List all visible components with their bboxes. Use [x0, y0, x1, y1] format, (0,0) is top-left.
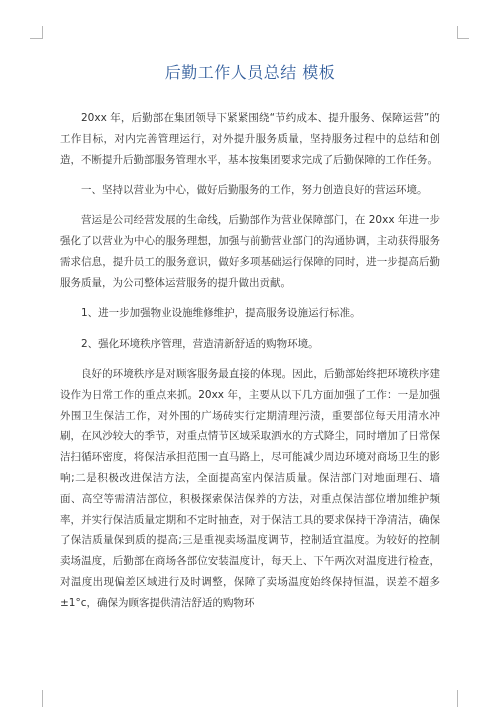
document-body	[60, 108, 440, 614]
list-item-2: 2、强化环境秩序管理，营造清新舒适的购物环境。	[81, 337, 319, 350]
crop-mark-top-right-horizontal	[457, 38, 469, 39]
list-item-1: 1、进一步加强物业设施维修维护，提高服务设施运行标准。	[81, 307, 361, 320]
paragraph-intro: 20xx 年，后勤部在集团领导下紧紧围绕“节约成本、提升服务、保障运营”的工作目标，对内完善管理运行，对外提升服务质量，坚持服务过程中的总结和创造，不断提升后勤部服务管理水平，基本按集团要求完成了后勤保障的工作任务。	[60, 112, 440, 166]
section-heading-1: 一、坚持以营业为中心，做好后勤服务的工作，努力创造良好的营运环境。	[81, 183, 428, 196]
crop-mark-bottom-right	[457, 690, 458, 707]
crop-mark-top-left-horizontal	[30, 38, 42, 39]
document-title: 后勤工作人员总结 模板	[164, 63, 336, 82]
crop-mark-bottom-left	[42, 690, 43, 707]
paragraph-operations: 营运是公司经营发展的生命线，后勤部作为营业保障部门，在 20xx 年进一步强化了以营业为中心的服务理想，加强与前勤营业部门的沟通协调，主动获得服务需求信息，提升员工的服务意识，做好多项基础运行保障的同时，进一步提高后勤服务质量，为公司整体运营服务的提升做出贡献。	[60, 214, 440, 289]
crop-mark-top-right-vertical	[457, 26, 458, 39]
crop-mark-top-left-vertical	[42, 26, 43, 39]
paragraph-environment: 良好的环境秩序是对顾客服务最直接的体现。因此，后勤部始终把环境秩序建设作为日常工作的重点来抓。20xx 年，主要从以下几方面加强了工作：一是加强外围卫生保洁工作，对外围的广场砖实行定期清理污渍，重要部位每天用清水冲刷，在风沙较大的季节，对重点情节区域采取洒水的方式降尘，同时增加了日常保洁扫循环密度，将保洁承担范围一直马路上，尽可能减少周边环境对商场卫生的影响;二是积极改进保洁方法，全面提高室内保洁质量。保洁部门对地面理石、墙面、高空等需清洁部位，积极探索保洁保养的方法，对重点保洁部位增加维护频率，并实行保洁质量定期和不定时抽查，对于保洁工具的要求保持干净清洁，确保了保洁质量保到质的提高;三是重视卖场温度调节，控制适宜温度。为较好的控制卖场温度，后勤部在商场各部位安装温度计，每天上、下午两次对温度进行检查，对温度出现偏差区域进行及时调整，保障了卖场温度始终保持恒温，误差不超多±1°c，确保为顾客提供清洁舒适的购物环	[60, 367, 440, 609]
